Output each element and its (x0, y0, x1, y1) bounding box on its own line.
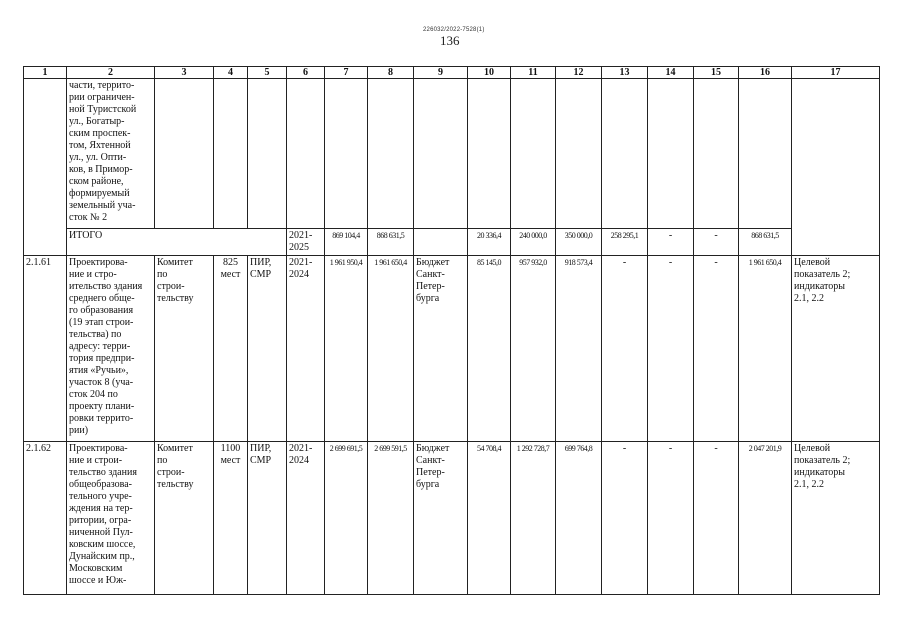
value-cell: 1 961 650,4 (368, 256, 414, 442)
value-cell: - (648, 256, 694, 442)
value-cell: - (602, 442, 648, 595)
table-cell (556, 79, 602, 229)
table-cell (792, 229, 880, 256)
period-cell: 2021- 2024 (287, 442, 325, 595)
header-cell: 12 (556, 67, 602, 79)
stage-cell: ПИР, СМР (248, 256, 287, 442)
table-cell (24, 79, 67, 229)
value-cell: - (694, 442, 739, 595)
customer-cell: Комитет по строи- тельству (155, 256, 214, 442)
indicator-cell: Целевой показатель 2; индикаторы 2.1, 2.2 (792, 256, 880, 442)
value-cell: 699 764,8 (556, 442, 602, 595)
table-row-total (24, 229, 880, 256)
header-cell: 15 (694, 67, 739, 79)
total-value: 869 104,4 (325, 229, 368, 256)
table-cell (792, 79, 880, 229)
header-cell: 4 (214, 67, 248, 79)
value-cell: 957 932,0 (511, 256, 556, 442)
header-cell: 2 (67, 67, 155, 79)
header-cell: 3 (155, 67, 214, 79)
header-cell: 14 (648, 67, 694, 79)
header-cell: 5 (248, 67, 287, 79)
header-cell: 8 (368, 67, 414, 79)
value-cell: 2 699 591,5 (368, 442, 414, 595)
capacity-cell: 1100 мест (214, 442, 248, 595)
table-row-continuation (24, 79, 880, 229)
total-value: 868 631,5 (368, 229, 414, 256)
value-cell: - (694, 256, 739, 442)
table-cell (24, 229, 67, 256)
document-stamp: 226032/2022-7528(1) (423, 27, 485, 33)
total-value: 258 295,1 (602, 229, 648, 256)
header-cell: 17 (792, 67, 880, 79)
total-value: - (694, 229, 739, 256)
header-cell: 10 (468, 67, 511, 79)
table-cell (325, 79, 368, 229)
header-cell: 9 (414, 67, 468, 79)
table-cell (214, 79, 248, 229)
header-cell: 6 (287, 67, 325, 79)
program-table (23, 66, 880, 595)
total-period: 2021- 2025 (287, 229, 325, 256)
value-cell: 918 573,4 (556, 256, 602, 442)
value-cell: 1 961 650,4 (739, 256, 792, 442)
table-cell (414, 79, 468, 229)
table-cell (739, 79, 792, 229)
object-name-cell: части, террито- рии ограничен- ной Туристской ул., Богатыр- ским проспек- том, Яхтенной ул., ул. Опти- ков, в Примор- ском районе, формируемый земельный уча- сток № 2 (67, 79, 155, 229)
value-cell: 2 047 201,9 (739, 442, 792, 595)
table-cell (155, 79, 214, 229)
value-cell: 1 961 950,4 (325, 256, 368, 442)
row-number: 2.1.61 (24, 256, 67, 442)
total-value: 868 631,5 (739, 229, 792, 256)
total-value: - (648, 229, 694, 256)
row-number: 2.1.62 (24, 442, 67, 595)
table-cell (414, 229, 468, 256)
total-value: 350 000,0 (556, 229, 602, 256)
total-label: ИТОГО (67, 229, 287, 256)
object-name-cell: Проектирова- ние и стро- ительство здания среднего обще- го образования (19 этап строи- тельства) по адресу: терри- тория предпри- ятия «Ручьи», участок 8 (уча- сток 204 по проекту плани- ровки террито- рии) (67, 256, 155, 442)
table-cell (694, 79, 739, 229)
table-cell (468, 79, 511, 229)
header-cell: 7 (325, 67, 368, 79)
total-value: 240 000,0 (511, 229, 556, 256)
stage-cell: ПИР, СМР (248, 442, 287, 595)
table-cell (248, 79, 287, 229)
value-cell: 54 708,4 (468, 442, 511, 595)
header-cell: 16 (739, 67, 792, 79)
value-cell: - (602, 256, 648, 442)
value-cell: 1 292 728,7 (511, 442, 556, 595)
header-cell: 1 (24, 67, 67, 79)
object-name-cell: Проектирова- ние и строи- тельство здания общеобразова- тельного учре- ждения на тер- ритории, огра- ниченной Пул- ковским шоссе, Дунайским пр., Московским шоссе и Юж- (67, 442, 155, 595)
value-cell: 2 699 691,5 (325, 442, 368, 595)
value-cell: - (648, 442, 694, 595)
source-cell: Бюджет Санкт- Петер- бурга (414, 256, 468, 442)
table-cell (368, 79, 414, 229)
customer-cell: Комитет по строи- тельству (155, 442, 214, 595)
header-cell: 13 (602, 67, 648, 79)
table-row (24, 442, 880, 595)
table-cell (511, 79, 556, 229)
value-cell: 85 145,0 (468, 256, 511, 442)
source-cell: Бюджет Санкт- Петер- бурга (414, 442, 468, 595)
table-cell (287, 79, 325, 229)
period-cell: 2021- 2024 (287, 256, 325, 442)
header-row (24, 67, 880, 79)
table-cell (648, 79, 694, 229)
capacity-cell: 825 мест (214, 256, 248, 442)
header-cell: 11 (511, 67, 556, 79)
page-number: 136 (440, 33, 460, 48)
total-value: 20 336,4 (468, 229, 511, 256)
table-row (24, 256, 880, 442)
indicator-cell: Целевой показатель 2; индикаторы 2.1, 2.2 (792, 442, 880, 595)
table-cell (602, 79, 648, 229)
